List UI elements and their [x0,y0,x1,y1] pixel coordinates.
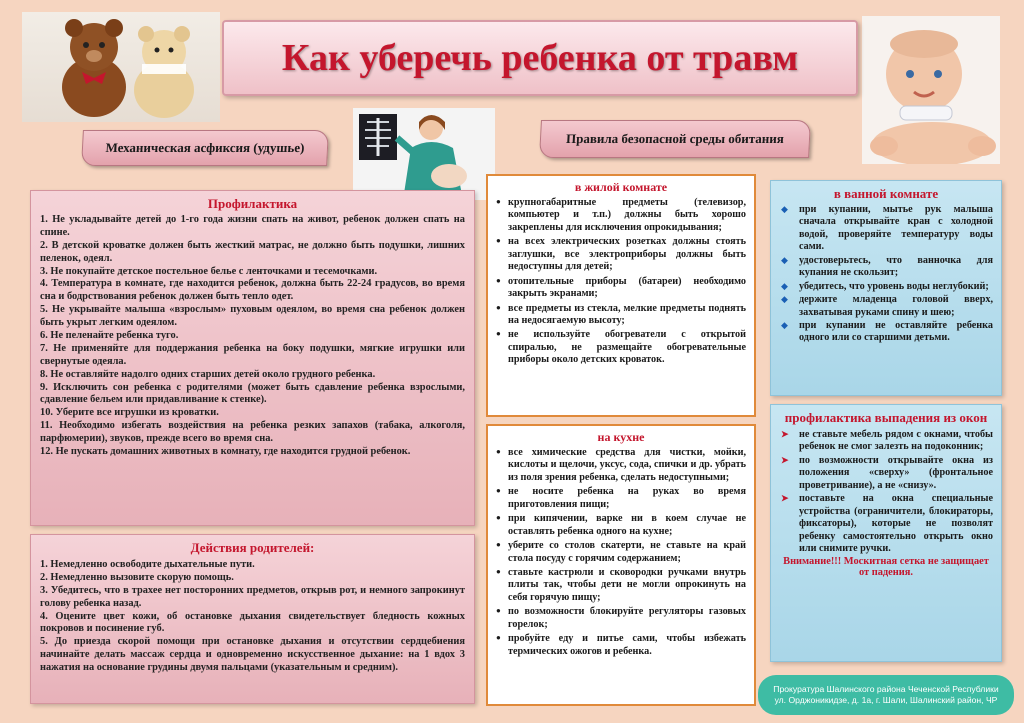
list-item: 1. Немедленно освободите дыхательные пути. [40,559,255,570]
mosquito-net-warning: Внимание!!! Москитная сетка не защищает от падения. [783,556,989,579]
list-item: 3. Не покупайте детское постельное белье с ленточками и тесемочками. [40,265,378,277]
list-item: ● по возможности блокируйте регуляторы газовых горелок; [496,606,746,631]
list-item: ➤ не ставьте мебель рядом с окнами, чтобы ребенок не смог залезть на подоконник; [779,429,993,454]
list-item: ● крупногабаритные предметы (телевизор, компьютер и т.п.) должны быть хорошо закреплены для исключения опрокидывания; [496,197,746,234]
parents-actions-list [40,559,465,675]
list-item: ➤ по возможности открывайте окна из положения «сверху» (фронтальное проветривание), а не «снизу». [779,455,993,492]
list-item: ● пробуйте еду и питье сами, чтобы избежать термических ожогов и ребенка. [496,633,746,658]
prevention-panel [30,190,475,526]
list-item: 4. Оцените цвет кожи, об остановке дыхания свидетельствует бледность кожных покровов и посинение губ. [40,610,465,635]
living-room-title: в жилой комнате [574,180,668,194]
parents-actions-panel [30,534,475,704]
living-room-list [496,197,746,367]
list-item: ● ставьте кастрюли и сковородки ручками внутрь плиты так, чтобы дети не могли опрокинуть на себя горячую пищу; [496,567,746,604]
bathroom-panel [770,180,1002,396]
list-item: 8. Не оставляйте надолго одних старших детей около грудного ребенка. [40,368,376,380]
list-item: ◆ при купании не оставляйте ребенка одного или со старшими детьми. [779,320,993,345]
window-fall-prevention-list [779,429,993,555]
list-item: ● все химические средства для чистки, мойки, кислоты и щелочи, уксус, сода, спички и др. убрать из поля зрения ребенка, сделать недоступными; [496,447,746,484]
window-fall-prevention-title: профилактика выпадения из окон [784,410,988,425]
list-item: ● при кипячении, варке ни в коем случае не оставлять ребенка одного на кухне; [496,513,746,538]
footer-line: ул. Орджоникидзе, д. 1а, г. Шали, Шалинский район, ЧР [774,695,998,705]
list-item: ● отопительные приборы (батареи) необходимо закрыть экранами; [496,276,746,301]
page-title: Как уберечь ребенка от травм [281,37,799,79]
list-item: 10. Уберите все игрушки из кроватки. [40,407,219,419]
baby-photo [862,16,1000,164]
list-item: 1. Не укладывайте детей до 1-го года жизни спать на живот, ребенок должен спать на спине. [40,214,465,238]
list-item: ◆ держите младенца головой вверх, захватывая руками спину и шею; [779,294,993,319]
title-banner [222,20,858,96]
teddy-bears-photo [22,12,220,122]
list-item: ◆ удостоверьтесь, что ванночка для купания не скользит; [779,255,993,280]
list-item: 2. В детской кроватке должен быть жесткий матрас, не должно быть подушки, лишних пеленок, одеял. [40,239,465,264]
doctor-xray-photo [353,108,495,200]
list-item: ● уберите со столов скатерти, не ставьте на край стола посуду с горячим содержанием; [496,540,746,565]
list-item: 9. Исключить сон ребенка с родителями (может быть сдавление ребенка взрослыми, сдавление бельем или придавливание к стенке). [40,381,465,406]
list-item: 3. Убедитесь, что в трахее нет посторонних предметов, открыв рот, и немного запрокинут голову ребенка назад. [40,584,465,609]
kitchen-list [496,447,746,658]
living-room-panel [486,174,756,417]
bathroom-list [779,204,993,345]
kitchen-title: на кухне [597,430,645,444]
bathroom-title: в ванной комнате [833,186,939,201]
list-item: ◆ убедитесь, что уровень воды неглубокий; [779,281,993,293]
list-item: ● не используйте обогреватели с открытой спиралью, не размещайте обогревательные приборы около детских кроваток. [496,329,746,366]
list-item: ➤ поставьте на окна специальные устройства (ограничители, блокираторы, фиксаторы), которые не позволят ребенку самостоятельно открыть окно или снимите ручки. [779,493,993,555]
list-item: 11. Необходимо избегать воздействия на ребенка резких запахов (табака, алкоголя, парфюмерии), звуков, прежде всего во время сна. [40,420,465,445]
prevention-title: Профилактика [207,196,298,211]
list-item: 5. До приезда скорой помощи при остановке дыхания и отсутствии сердцебиения начинайте делать массаж сердца и одновременно искусственное дыхание: на 1 вдох 3 нажатия на основание грудины двумя пальцами (указательным и средним). [40,636,465,674]
prosecutor-office-footer [758,675,1014,715]
safe-environment-label: Правила безопасной среды обитания [539,120,811,158]
list-item: ● не носите ребенка на руках во время приготовления пищи; [496,486,746,511]
footer-line: Прокуратура Шалинского района Чеченской Республики [773,683,999,694]
list-item: 2. Немедленно вызовите скорую помощь. [40,571,234,583]
list-item: ● на всех электрических розетках должны стоять заглушки, все электроприборы должны быть недоступны для детей; [496,236,746,273]
list-item: 6. Не пеленайте ребенка туго. [40,330,179,342]
kitchen-panel [486,424,756,706]
list-item: 4. Температура в комнате, где находится ребенок, должна быть 22-24 градусов, во время сна и бодрствования ребенок должен быть тепло одет. [40,278,465,303]
list-item: 12. Не пускать домашних животных в комнату, где находится грудной ребенок. [40,446,411,458]
asphyxia-label: Механическая асфиксия (удушье) [81,130,329,166]
list-item: 5. Не укрывайте малыша «взрослым» пуховым одеялом, во время сна ребенок должен быть укрыт легким одеялом. [40,304,465,329]
parents-actions-title: Действия родителей: [190,540,315,555]
window-fall-prevention-panel [770,404,1002,662]
list-item: ◆ при купании, мытье рук малыша сначала открывайте кран с холодной водой, проверяйте температуру воды сами. [779,204,993,254]
list-item: 7. Не применяйте для поддержания ребенка на боку подушки, мягкие игрушки или свернутые одеяла. [40,342,465,367]
prevention-list [40,214,465,459]
list-item: ● все предметы из стекла, мелкие предметы поднять на недосягаемую высоту; [496,303,746,328]
